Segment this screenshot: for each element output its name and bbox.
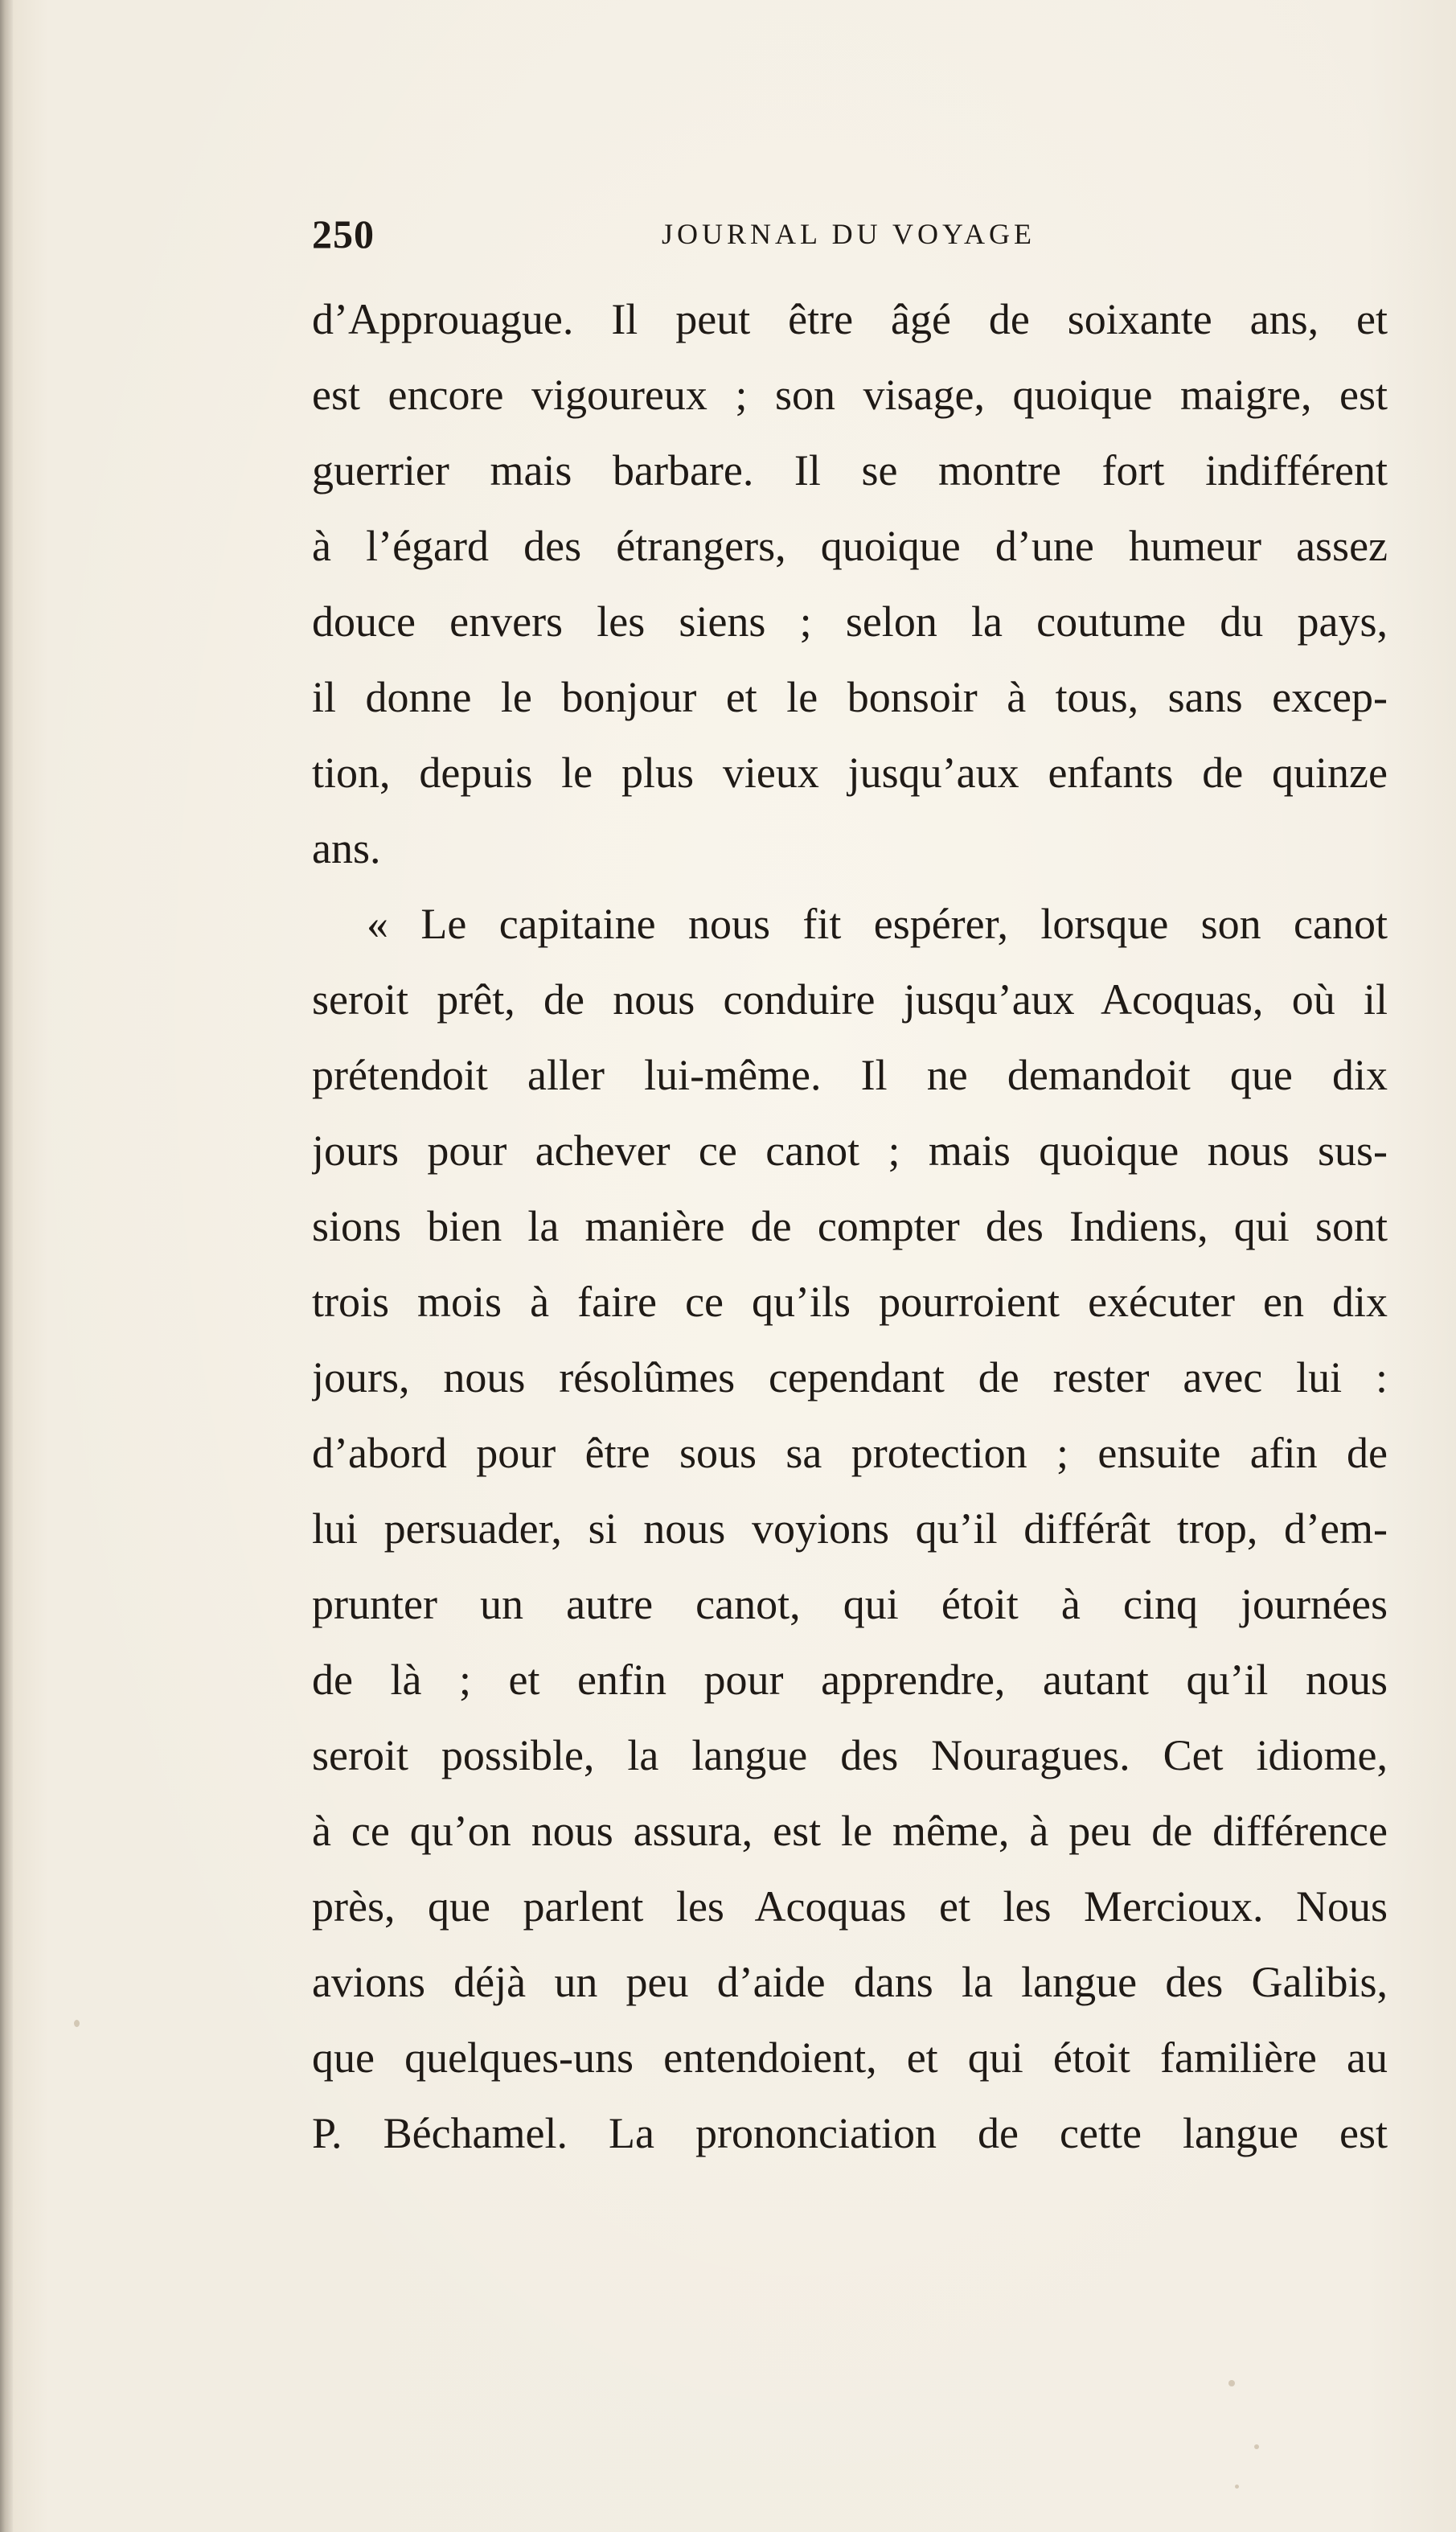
paper-speck — [1228, 2380, 1235, 2386]
text-line: près, que parlent les Acoquas et les Mercioux. Nous — [312, 1882, 1388, 1931]
text-line: à l’égard des étrangers, quoique d’une humeur assez — [312, 522, 1388, 570]
text-line: jours pour achever ce canot ; mais quoique nous sus- — [312, 1126, 1388, 1175]
paper-speck — [1254, 2444, 1259, 2449]
text-line: seroit prêt, de nous conduire jusqu’aux Acoquas, où il — [312, 975, 1388, 1024]
text-line: est encore vigoureux ; son visage, quoique maigre, est — [312, 371, 1388, 419]
text-line: que quelques-uns entendoient, et qui étoit familière au — [312, 2033, 1388, 2082]
text-line: trois mois à faire ce qu’ils pourroient exécuter en dix — [312, 1278, 1388, 1326]
text-line: à ce qu’on nous assura, est le même, à peu de différence — [312, 1807, 1388, 1855]
text-line: sions bien la manière de compter des Indiens, qui sont — [312, 1202, 1388, 1250]
page-gutter-shadow — [0, 0, 13, 2532]
text-line: prunter un autre canot, qui étoit à cinq journées — [312, 1580, 1388, 1628]
text-line: de là ; et enfin pour apprendre, autant qu’il nous — [312, 1656, 1388, 1704]
paper-speck — [1235, 2485, 1239, 2489]
text-line: ans. — [312, 824, 381, 872]
text-line: d’Approuague. Il peut être âgé de soixante ans, et — [312, 295, 1388, 343]
body-text — [312, 281, 1388, 2195]
text-line: douce envers les siens ; selon la coutume du pays, — [312, 597, 1388, 646]
text-line: avions déjà un peu d’aide dans la langue des Galibis, — [312, 1958, 1388, 2006]
text-line: « Le capitaine nous fit espérer, lorsque son canot — [367, 900, 1388, 948]
running-head: JOURNAL DU VOYAGE — [662, 218, 1036, 250]
text-line: lui persuader, si nous voyions qu’il différât trop, d’em- — [312, 1504, 1388, 1553]
paper-speck — [74, 2020, 80, 2027]
text-line: prétendoit aller lui-même. Il ne demandoit que dix — [312, 1051, 1388, 1099]
text-line: d’abord pour être sous sa protection ; ensuite afin de — [312, 1429, 1388, 1477]
text-line: il donne le bonjour et le bonsoir à tous, sans excep- — [312, 673, 1388, 721]
text-line: seroit possible, la langue des Nouragues. Cet idiome, — [312, 1731, 1388, 1779]
text-line: guerrier mais barbare. Il se montre fort indifférent — [312, 446, 1388, 494]
page-header — [312, 211, 1388, 259]
text-line: jours, nous résolûmes cependant de rester avec lui : — [312, 1353, 1388, 1401]
text-line: tion, depuis le plus vieux jusqu’aux enfants de quinze — [312, 749, 1388, 797]
text-line: P. Béchamel. La prononciation de cette langue est — [312, 2109, 1388, 2157]
page-number: 250 — [312, 211, 375, 256]
